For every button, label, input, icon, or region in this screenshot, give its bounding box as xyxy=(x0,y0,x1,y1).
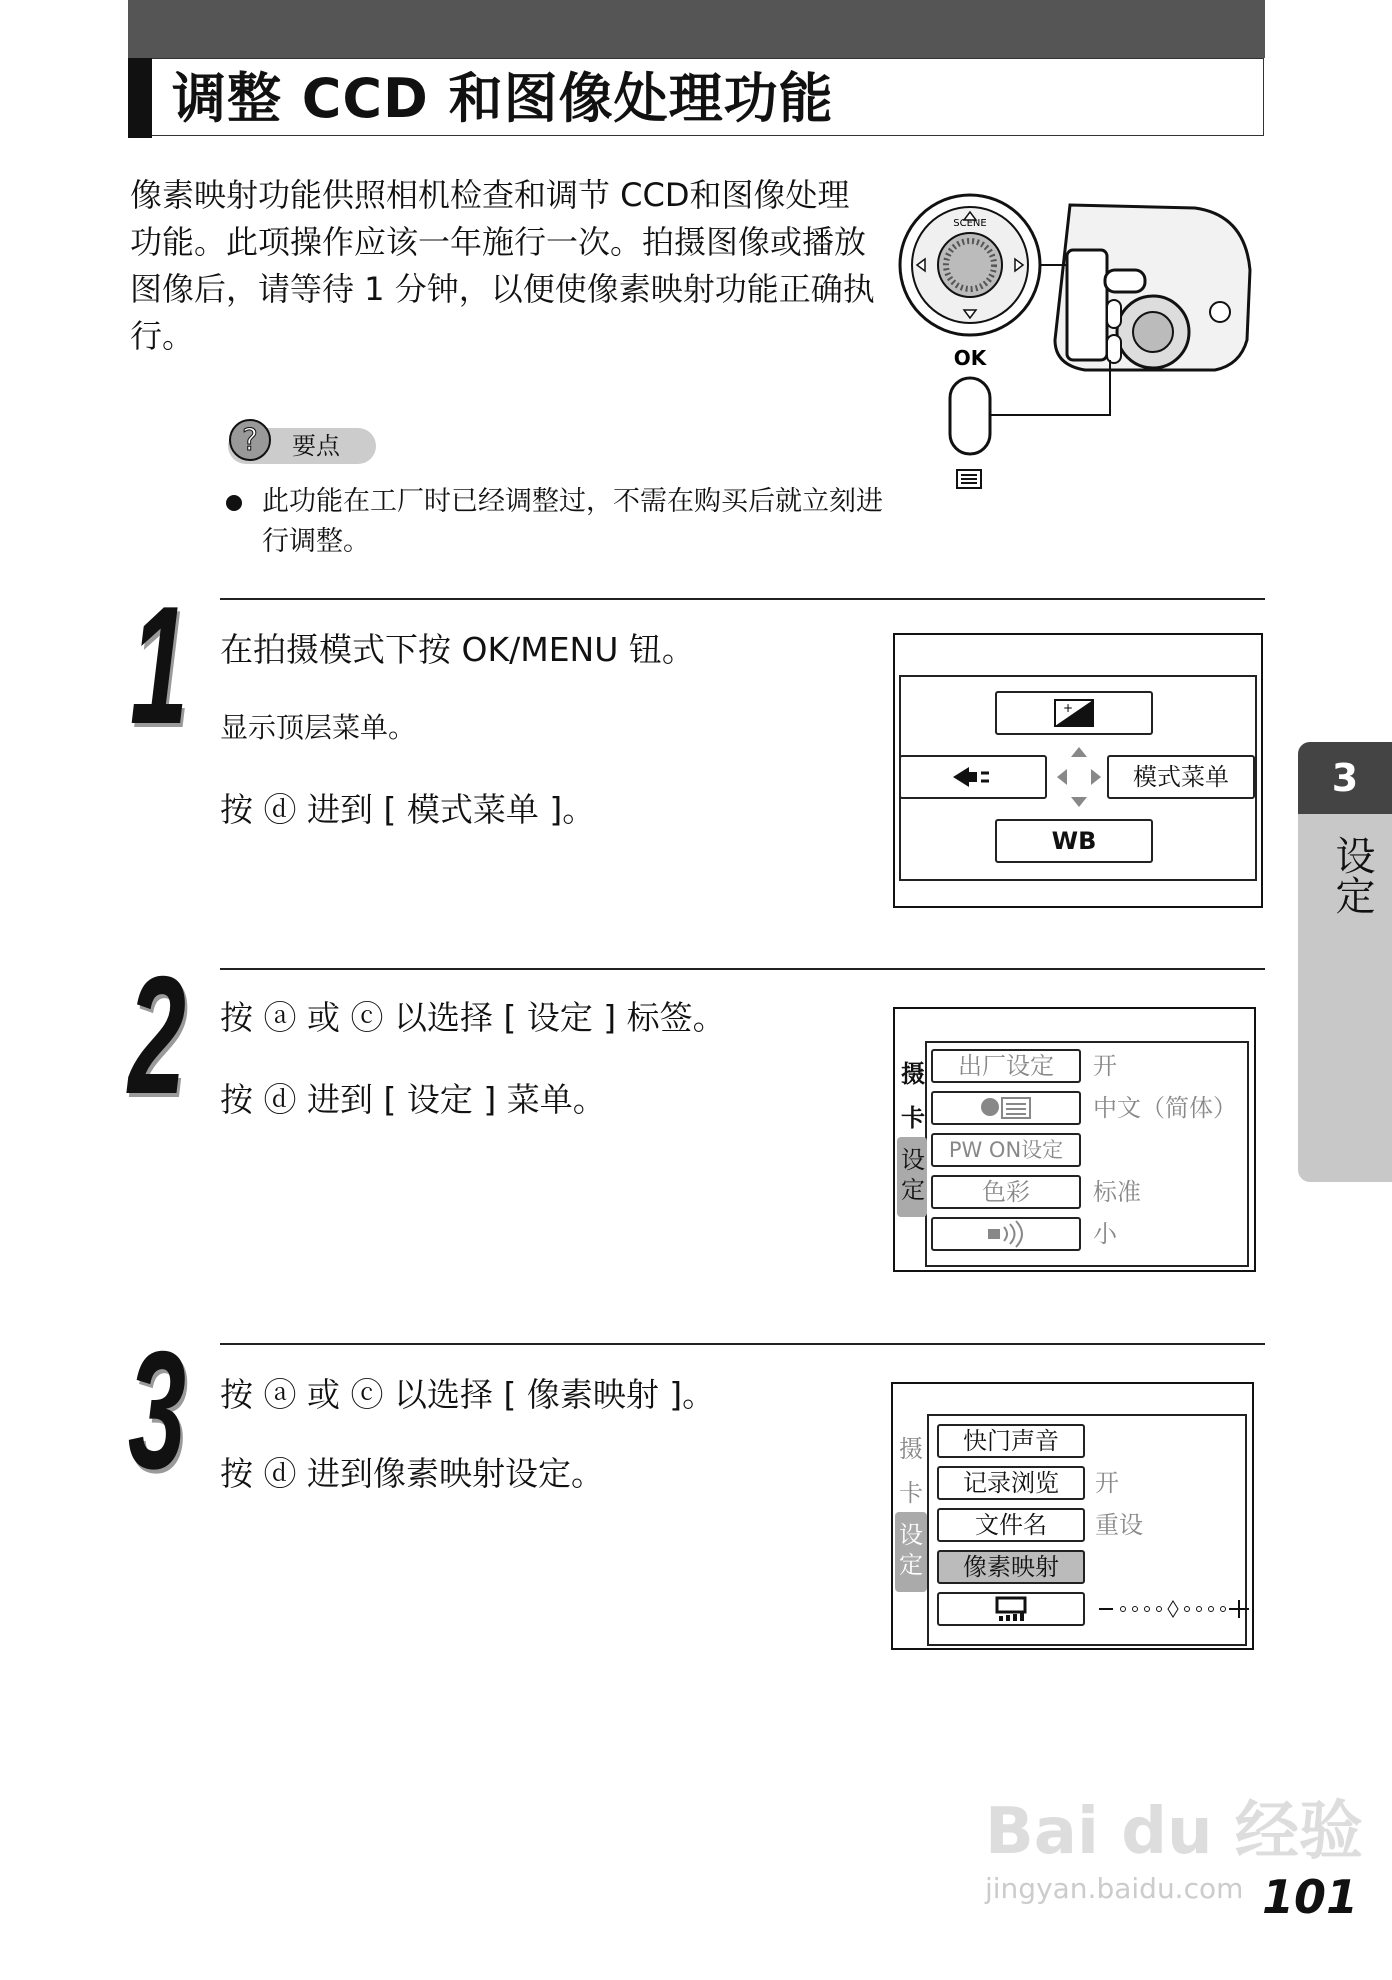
menu-item-rec-view[interactable]: 记录浏览 xyxy=(937,1466,1085,1500)
flash-icon xyxy=(949,763,997,791)
tab-card[interactable]: 卡 xyxy=(899,1479,923,1507)
wb-button[interactable]: WB xyxy=(995,819,1153,863)
step-line: 按 ⓓ 进到 [ 设定 ] 菜单。 xyxy=(220,1080,606,1119)
title-accent xyxy=(128,58,152,138)
tab-shoot[interactable]: 摄 xyxy=(901,1060,925,1088)
step-number: 3 xyxy=(128,1316,186,1504)
page-title: 调整 CCD 和图像处理功能 xyxy=(172,67,834,130)
menu-item-volume[interactable] xyxy=(931,1217,1081,1251)
tab-setup[interactable]: 设 定 xyxy=(899,1521,923,1579)
menu-item-shutter-sound[interactable]: 快门声音 xyxy=(937,1424,1085,1458)
exposure-button[interactable] xyxy=(995,691,1153,735)
language-icon xyxy=(966,1093,1046,1123)
note-text: 此功能在工厂时已经调整过，不需在购买后就立刻进行调整。 xyxy=(262,486,883,557)
page-number: 101 xyxy=(1262,1870,1359,1924)
bullet-icon xyxy=(226,495,242,511)
brightness-slider[interactable] xyxy=(1095,1594,1255,1624)
svg-text:+: + xyxy=(1063,701,1074,715)
step-divider xyxy=(220,968,1265,970)
question-icon xyxy=(228,418,272,462)
step-divider xyxy=(220,598,1265,600)
step-heading: 按 ⓐ 或 ⓒ 以选择 [ 像素映射 ]。 xyxy=(220,1375,716,1414)
flash-button[interactable] xyxy=(899,755,1047,799)
step-divider xyxy=(220,1343,1265,1345)
menu-item-file-name[interactable]: 文件名 xyxy=(937,1508,1085,1542)
menu-item-reset[interactable]: 出厂设定 xyxy=(931,1049,1081,1083)
menu-item-power-on[interactable]: PW ON设定 xyxy=(931,1133,1081,1167)
step-line: 按 ⓓ 进到像素映射设定。 xyxy=(220,1454,604,1493)
watermark-brand: Bai du 经验 xyxy=(985,1795,1363,1869)
menu-value: 中文（简体） xyxy=(1093,1094,1237,1122)
tab-shoot[interactable]: 摄 xyxy=(899,1435,923,1463)
step-number: 2 xyxy=(128,941,186,1129)
tab-setup[interactable]: 设 定 xyxy=(901,1146,925,1204)
lcd-screen-setup-menu xyxy=(893,1007,1256,1272)
header-bar xyxy=(128,0,1265,58)
intro-paragraph: 像素映射功能供照相机检查和调节 CCD和图像处理功能。此项操作应该一年施行一次。拍摄图像或播放图像后，请等待 1 分钟，以便使像素映射功能正确执行。 xyxy=(130,176,875,355)
mode-menu-button[interactable]: 模式菜单 xyxy=(1107,755,1255,799)
step-line: 显示顶层菜单。 xyxy=(220,711,417,744)
tab-card[interactable]: 卡 xyxy=(901,1104,925,1132)
camera-illustration xyxy=(895,190,1265,500)
menu-value: 开 xyxy=(1095,1469,1119,1497)
chapter-number: 3 xyxy=(1298,742,1392,814)
chapter-label: 设定 xyxy=(1329,835,1375,915)
step-heading: 按 ⓐ 或 ⓒ 以选择 [ 设定 ] 标签。 xyxy=(220,998,726,1037)
scene-label: SCENE xyxy=(953,218,987,229)
exposure-icon xyxy=(1054,699,1094,727)
step-heading: 在拍摄模式下按 OK/MENU 钮。 xyxy=(220,630,695,669)
menu-value: 标准 xyxy=(1093,1178,1141,1206)
menu-value: 小 xyxy=(1093,1220,1117,1248)
step-number: 1 xyxy=(130,571,188,759)
menu-item-brightness[interactable] xyxy=(937,1592,1085,1626)
menu-value: 开 xyxy=(1093,1052,1117,1080)
step-line: 按 ⓓ 进到 [ 模式菜单 ]。 xyxy=(220,790,596,829)
lcd-screen-pixel-mapping xyxy=(891,1382,1254,1650)
ok-label: OK xyxy=(953,346,987,370)
svg-text:?: ? xyxy=(242,423,258,458)
menu-item-color[interactable]: 色彩 xyxy=(931,1175,1081,1209)
brightness-icon xyxy=(981,1594,1041,1624)
arrow-pad-icon xyxy=(1055,745,1103,809)
menu-item-pixel-mapping[interactable]: 像素映射 xyxy=(937,1550,1085,1584)
lcd-screen-top-menu xyxy=(893,633,1263,908)
menu-value: 重设 xyxy=(1095,1511,1143,1539)
note-label: 要点 xyxy=(292,432,340,460)
watermark-url: jingyan.baidu.com xyxy=(985,1872,1244,1905)
speaker-icon xyxy=(976,1219,1036,1249)
menu-item-language[interactable] xyxy=(931,1091,1081,1125)
